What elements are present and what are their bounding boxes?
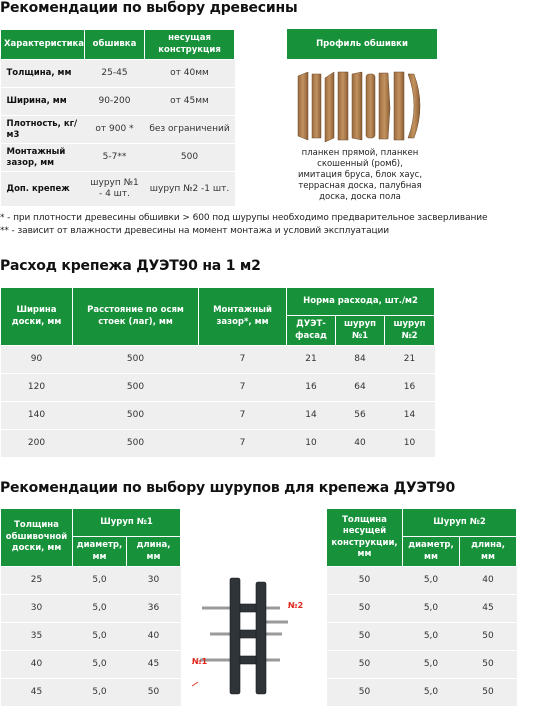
row-label: Доп. крепеж: [1, 172, 85, 207]
wood-col-structure: несущая конструкция: [145, 30, 235, 60]
cell: 25: [1, 567, 73, 595]
cell: 7: [199, 346, 287, 374]
cell: 5,0: [73, 567, 127, 595]
row-label: Монтажный зазор, мм: [1, 144, 85, 172]
col-consumption-norm: Норма расхода, шт./м2: [287, 288, 435, 316]
cell: 7: [199, 430, 287, 458]
cell: 5,0: [73, 679, 127, 707]
cell: 40: [336, 430, 385, 458]
cell: 50: [327, 651, 403, 679]
cell: 50: [460, 679, 517, 707]
cell: 50: [127, 679, 181, 707]
cell: 200: [1, 430, 73, 458]
screw2-label: №2: [288, 601, 304, 610]
cell: 7: [199, 374, 287, 402]
cell: 50: [327, 679, 403, 707]
table-row: [1, 430, 435, 458]
structure-value: без ограничений: [145, 116, 235, 144]
cell: 50: [460, 623, 517, 651]
col-post-distance: Расстояние по осям стоек (лаг), мм: [73, 288, 199, 346]
section1-title: Рекомендации по выбору древесины: [0, 0, 298, 16]
cell: 30: [1, 595, 73, 623]
cell: 140: [1, 402, 73, 430]
table-row: [1, 679, 181, 707]
cladding-value: шуруп №1 - 4 шт.: [85, 172, 145, 207]
table-row: [1, 88, 235, 116]
cell: 500: [73, 430, 199, 458]
cell: 5,0: [403, 595, 460, 623]
table-row: [1, 144, 235, 172]
profile-header: Профиль обшивки: [287, 29, 437, 59]
cell: 10: [287, 430, 336, 458]
cell: 16: [385, 374, 435, 402]
table-row: [1, 402, 435, 430]
screw2-table: [326, 508, 517, 707]
section2-title: Расход крепежа ДУЭТ90 на 1 м2: [0, 258, 261, 274]
structure-value: шуруп №2 -1 шт.: [145, 172, 235, 207]
screw1-label: №1: [192, 657, 208, 666]
table-row: [1, 116, 235, 144]
footnote-2: ** - зависит от влажности древесины на момент монтажа и условий эксплуатации: [0, 226, 390, 236]
screw1-table: [0, 508, 181, 707]
cell: 35: [1, 623, 73, 651]
cell: 50: [327, 623, 403, 651]
cell: 36: [127, 595, 181, 623]
row-label: Ширина, мм: [1, 88, 85, 116]
structure-value: от 40мм: [145, 60, 235, 88]
cell: 10: [385, 430, 435, 458]
table-row: [1, 60, 235, 88]
cell: 5,0: [73, 623, 127, 651]
table-row: [1, 567, 181, 595]
cell: 40: [1, 651, 73, 679]
cell: 500: [73, 402, 199, 430]
cladding-value: 25-45: [85, 60, 145, 88]
col-mounting-gap: Монтажный зазор*, мм: [199, 288, 287, 346]
structure-value: от 45мм: [145, 88, 235, 116]
cell: 5,0: [403, 651, 460, 679]
col-board-width: Ширина доски, мм: [1, 288, 73, 346]
cell: 30: [127, 567, 181, 595]
col-length: длина, мм: [460, 537, 517, 567]
cell: 64: [336, 374, 385, 402]
col-screw2: шуруп №2: [385, 316, 435, 346]
cell: 84: [336, 346, 385, 374]
row-label: Толщина, мм: [1, 60, 85, 88]
col-duet: ДУЭТ-фасад: [287, 316, 336, 346]
cell: 56: [336, 402, 385, 430]
table-row: [1, 374, 435, 402]
cladding-value: от 900 *: [85, 116, 145, 144]
section3-title: Рекомендации по выбору шурупов для крепежа ДУЭТ90: [0, 480, 456, 496]
cell: 50: [327, 595, 403, 623]
cell: 16: [287, 374, 336, 402]
cell: 500: [73, 374, 199, 402]
cell: 14: [385, 402, 435, 430]
wood-col-characteristic: Характеристика: [1, 30, 85, 60]
cell: 45: [1, 679, 73, 707]
cell: 40: [127, 623, 181, 651]
cell: 50: [327, 567, 403, 595]
consumption-table: [0, 287, 435, 458]
cell: 21: [287, 346, 336, 374]
cell: 50: [460, 651, 517, 679]
cell: 5,0: [403, 679, 460, 707]
col-screw1-header: Шуруп №1: [73, 509, 181, 537]
cladding-profiles-image: [296, 68, 428, 144]
col-length: длина, мм: [127, 537, 181, 567]
wood-table: [0, 29, 235, 207]
cladding-value: 90-200: [85, 88, 145, 116]
col-diameter: диаметр, мм: [73, 537, 127, 567]
table-row: [327, 567, 517, 595]
cell: 14: [287, 402, 336, 430]
cell: 120: [1, 374, 73, 402]
col-structure-thickness: Толщина несущей конструкции, мм: [327, 509, 403, 567]
col-diameter: диаметр, мм: [403, 537, 460, 567]
table-row: [327, 679, 517, 707]
col-cladding-thickness: Толщина обшивочной доски, мм: [1, 509, 73, 567]
cell: 21: [385, 346, 435, 374]
cell: 5,0: [403, 623, 460, 651]
duet-fastener-image: [192, 574, 306, 700]
structure-value: 500: [145, 144, 235, 172]
cell: 5,0: [73, 595, 127, 623]
table-row: [1, 595, 181, 623]
table-row: [327, 595, 517, 623]
cell: 7: [199, 402, 287, 430]
cladding-value: 5-7**: [85, 144, 145, 172]
table-row: [1, 651, 181, 679]
table-row: [1, 172, 235, 207]
table-row: [1, 346, 435, 374]
table-row: [327, 623, 517, 651]
footnote-1: * - при плотности древесины обшивки > 600 под шурупы необходимо предварительное засверливание: [0, 213, 488, 223]
cell: 5,0: [73, 651, 127, 679]
cell: 40: [460, 567, 517, 595]
profile-description: планкен прямой, планкен скошенный (ромб), имитация бруса, блок хаус, террасная доска, палубная доска, доска пола: [297, 148, 423, 202]
table-row: [1, 623, 181, 651]
col-screw2-header: Шуруп №2: [403, 509, 517, 537]
cell: 45: [127, 651, 181, 679]
cell: 500: [73, 346, 199, 374]
cell: 5,0: [403, 567, 460, 595]
col-screw1: шуруп №1: [336, 316, 385, 346]
row-label: Плотность, кг/м3: [1, 116, 85, 144]
table-row: [327, 651, 517, 679]
cell: 45: [460, 595, 517, 623]
cell: 90: [1, 346, 73, 374]
wood-col-cladding: обшивка: [85, 30, 145, 60]
